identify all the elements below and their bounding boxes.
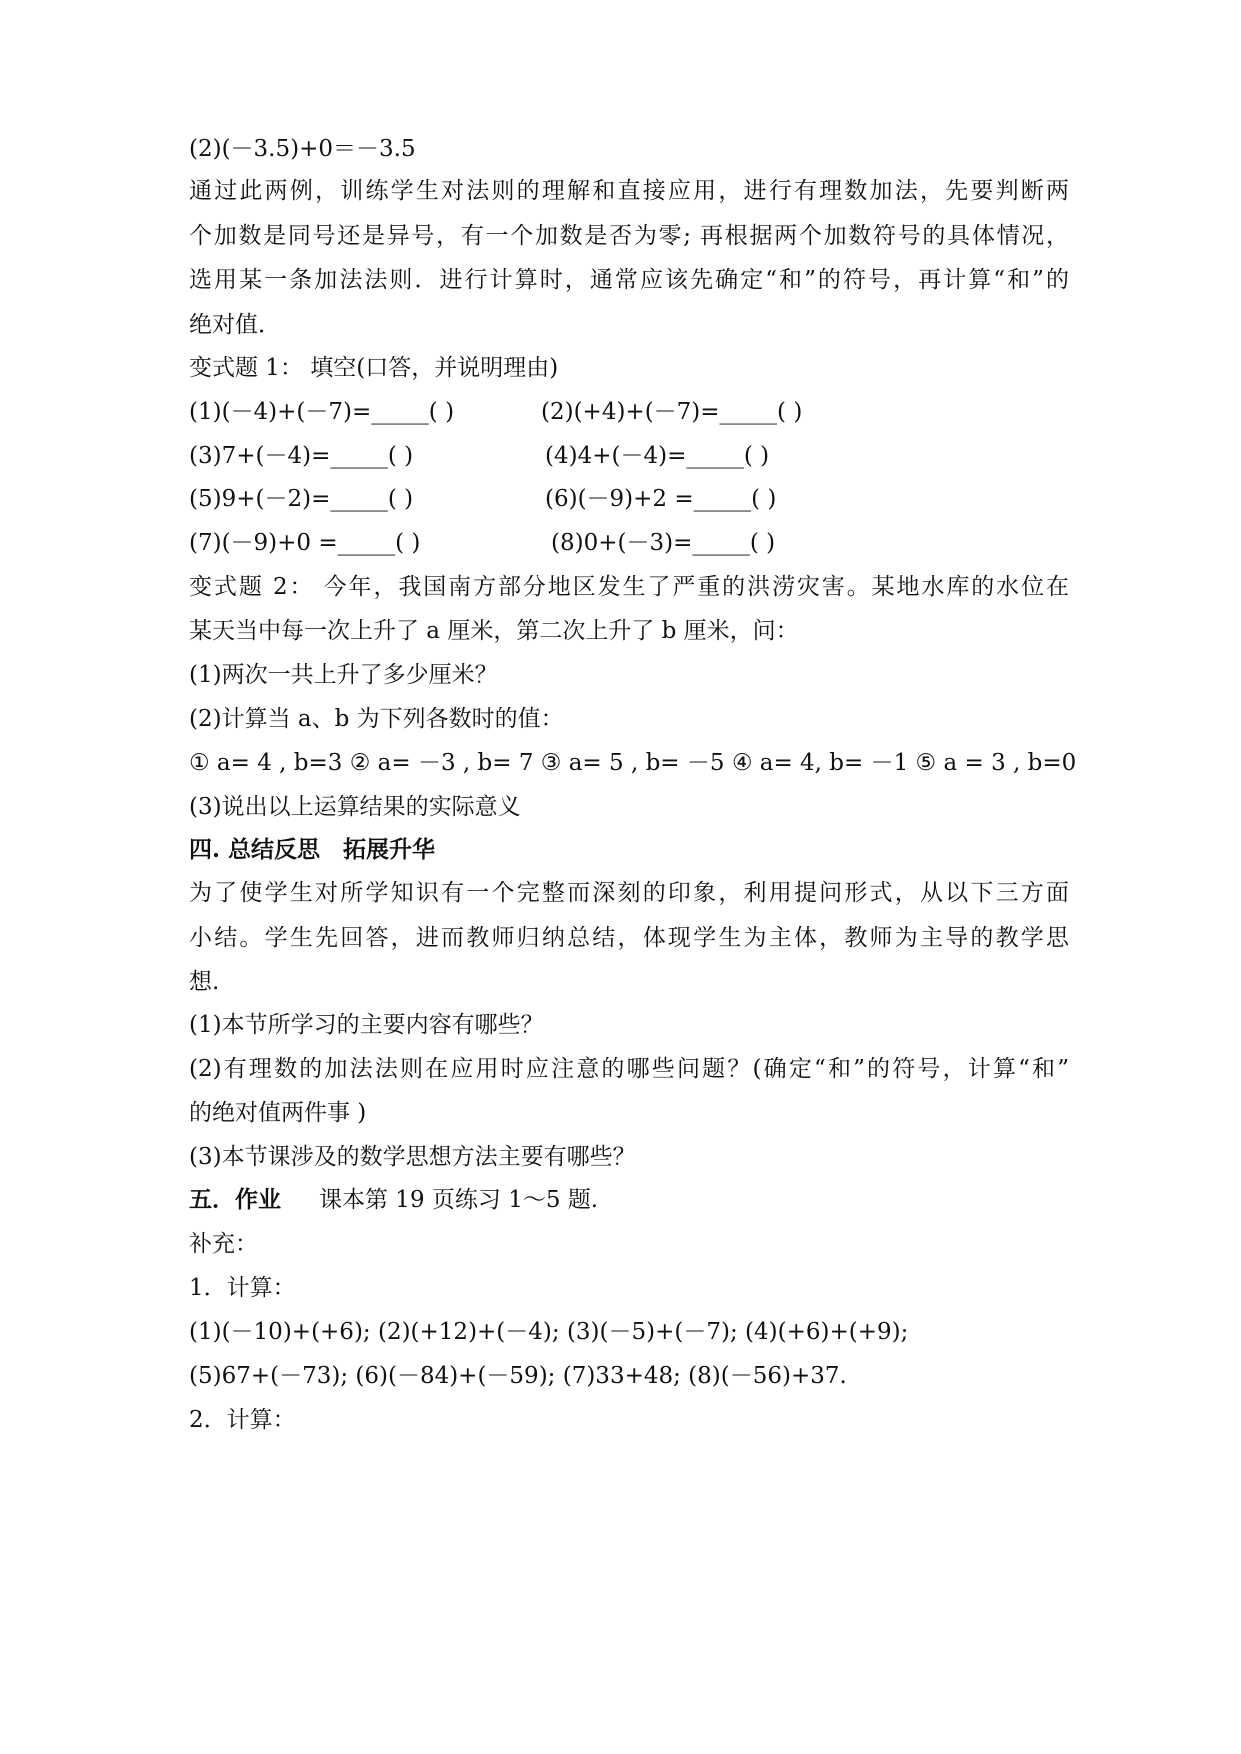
paragraph-line: 为了使学生对所学知识有一个完整而深刻的印象，利用提问形式，从以下三方面 — [189, 880, 1069, 906]
exercise-item: (7)(－9)+0 =_____( ) — [189, 530, 421, 556]
exercise-item: (8)0+(－3)=_____( ) — [551, 530, 776, 556]
section-heading-4: 四. 总结反思 拓展升华 — [189, 836, 436, 863]
exercise-item: (3)7+(－4)=_____( ) — [189, 443, 414, 469]
paragraph-line: 选用某一条加法法则．进行计算时，通常应该先确定“和”的符号，再计算“和”的 — [189, 267, 1069, 293]
question-item: (2)有理数的加法法则在应用时应注意的哪些问题？(确定“和”的符号，计算“和” — [189, 1056, 1069, 1082]
exercise-item: (5)9+(－2)=_____( ) — [189, 486, 414, 512]
task-heading: 2．计算： — [189, 1407, 296, 1433]
exercise-row: (1)(－10)+(+6); (2)(+12)+(－4); (3)(－5)+(－7); (4)(+6)+(+9); — [189, 1319, 909, 1345]
paragraph-line: 个加数是同号还是异号，有一个加数是否为零; 再根据两个加数符号的具体情况， — [189, 223, 1069, 249]
task-heading: 1．计算： — [189, 1275, 296, 1301]
question-item: (2)计算当 a、b 为下列各数时的值： — [189, 706, 564, 732]
variant-2-heading: 变式题 2： 今年，我国南方部分地区发生了严重的洪涝灾害。某地水库的水位在 — [189, 574, 1069, 600]
supplement-label: 补充： — [189, 1231, 258, 1257]
paragraph-line: 的绝对值两件事 ) — [189, 1100, 367, 1126]
question-item: (1)两次一共上升了多少厘米？ — [189, 662, 498, 688]
paragraph-line: 通过此两例，训练学生对法则的理解和直接应用，进行有理数加法，先要判断两 — [189, 178, 1069, 204]
exercise-item: (4)4+(－4)=_____( ) — [545, 443, 770, 469]
paragraph-line: 小结。学生先回答，进而教师归纳总结，体现学生为主体，教师为主导的教学思 — [189, 925, 1069, 951]
example-2-result: (2)(－3.5)+0＝－3.5 — [189, 136, 416, 162]
paragraph-line: 绝对值． — [189, 312, 281, 338]
exercise-item: (1)(－4)+(－7)=_____( ) — [189, 399, 455, 425]
section-heading-5: 五．作业 — [189, 1186, 281, 1213]
question-item: (3)本节课涉及的数学思想方法主要有哪些？ — [189, 1144, 636, 1170]
exercise-item: (6)(－9)+2 =_____( ) — [545, 486, 777, 512]
homework-text: 课本第 19 页练习 1～5 题. — [319, 1187, 599, 1213]
value-list: ① a= 4 , b=3 ② a= －3 , b= 7 ③ a= 5 , b= －5 ④ a= 4, b= －1 ⑤ a = 3 , b=0 — [189, 750, 1077, 776]
exercise-item: (2)(+4)+(－7)=_____( ) — [541, 399, 803, 425]
exercise-row: (5)67+(－73); (6)(－84)+(－59); (7)33+48; (8)(－56)+37. — [189, 1363, 847, 1389]
paragraph-line: 某天当中每一次上升了 a 厘米，第二次上升了 b 厘米，问： — [189, 618, 799, 644]
question-item: (3)说出以上运算结果的实际意义 — [189, 794, 521, 820]
paragraph-line: 想. — [189, 969, 220, 995]
question-item: (1)本节所学习的主要内容有哪些？ — [189, 1012, 544, 1038]
variant-1-heading: 变式题 1： 填空(口答，并说明理由) — [189, 355, 559, 381]
